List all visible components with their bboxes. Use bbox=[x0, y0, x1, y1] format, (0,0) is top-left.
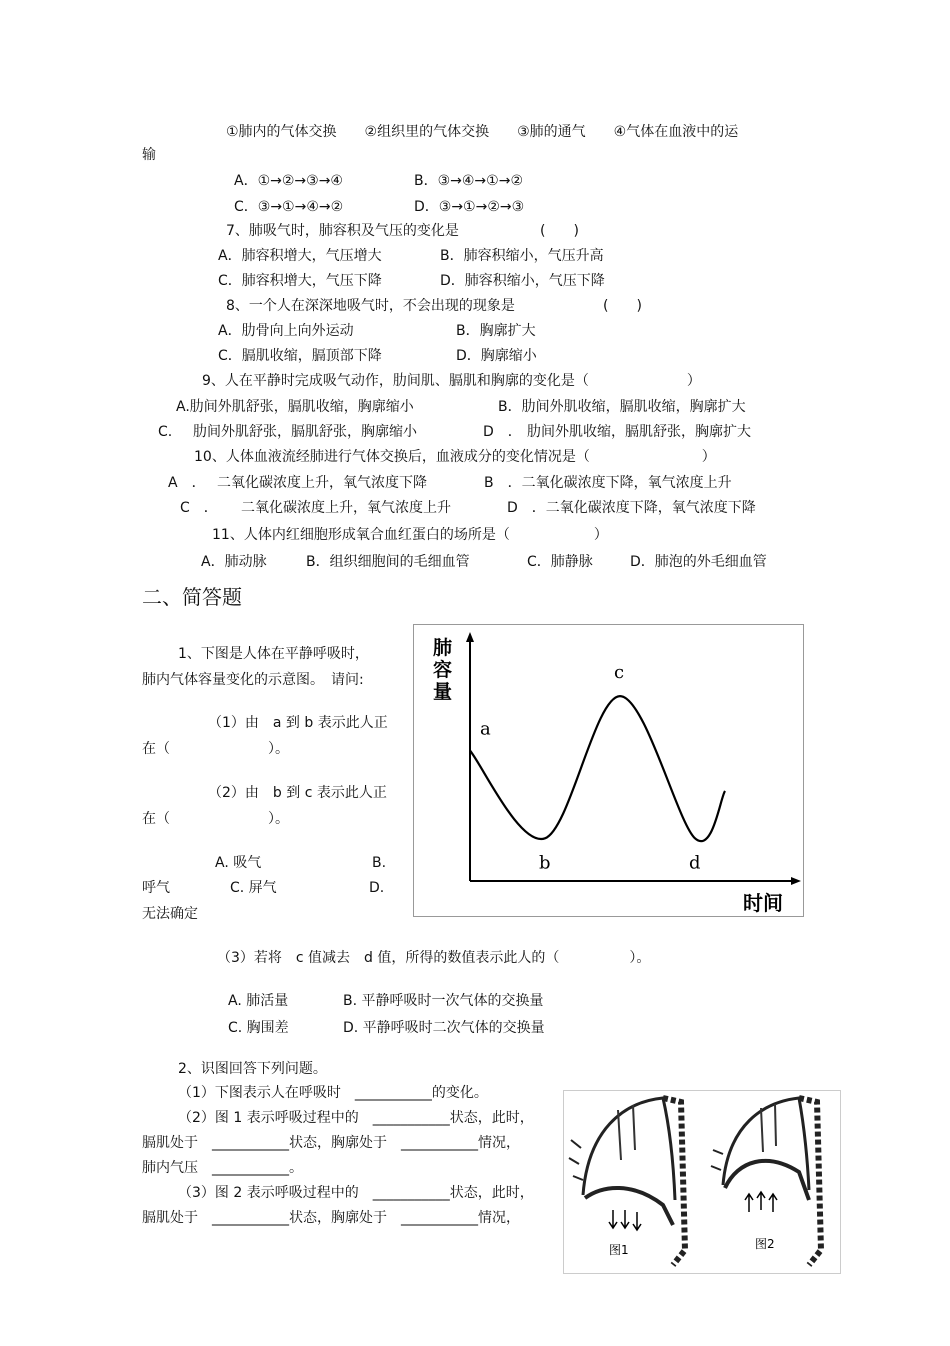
q8-opt-c: C．膈肌收缩，膈顶部下降 bbox=[218, 348, 382, 364]
y-axis-label-char: 容 bbox=[433, 659, 453, 681]
sa1-p2-a: （2）由 b 到 c 表示此人正 bbox=[208, 785, 387, 801]
q7-stem: 7、肺吸气时，肺容积及气压的变化是 bbox=[226, 223, 459, 239]
sa1-opt-d: D. bbox=[369, 880, 385, 896]
x-axis-label: 时间 bbox=[743, 891, 783, 915]
sa1-p3-b: B. 平静呼吸时一次气体的交换量 bbox=[343, 993, 544, 1009]
q10-opt-a: 二氧化碳浓度上升，氧气浓度下降 bbox=[217, 475, 427, 491]
sa1-p3-d: D. 平静呼吸时二次气体的交换量 bbox=[343, 1020, 545, 1036]
q10-opt-c: 二氧化碳浓度上升，氧气浓度上升 bbox=[241, 500, 451, 516]
sa1-opt-d2: 无法确定 bbox=[142, 906, 198, 922]
q9-opt-c-label: C. bbox=[158, 424, 173, 440]
q9-stem: 9、人在平静时完成吸气动作，肋间肌、膈肌和胸廓的变化是（ ） bbox=[202, 373, 701, 389]
sa2-p3-a: （3）图 2 表示呼吸过程中的 ___________状态，此时， bbox=[178, 1185, 534, 1201]
q8-opt-d: D．胸廓缩小 bbox=[456, 348, 537, 364]
q-prev-opt-b: B．③→④→①→② bbox=[414, 173, 523, 189]
q10-opt-a-label: A ． bbox=[168, 475, 206, 491]
point-label-b: b bbox=[539, 852, 551, 874]
q10-opt-b: B ．二氧化碳浓度下降，氧气浓度上升 bbox=[484, 475, 732, 491]
q11-stem: 11、人体内红细胞形成氧合血红蛋白的场所是（ ） bbox=[212, 527, 608, 543]
q11-opt-a: A．肺动脉 bbox=[201, 554, 267, 570]
q-prev-items-cont: 输 bbox=[142, 147, 156, 163]
sa2-p2-a: （2）图 1 表示呼吸过程中的 ___________状态，此时， bbox=[178, 1110, 534, 1126]
q7-opt-d: D．肺容积缩小，气压下降 bbox=[440, 273, 605, 289]
y-axis-label-char: 量 bbox=[433, 681, 453, 703]
sa1-p1-a: （1）由 a 到 b 表示此人正 bbox=[208, 715, 388, 731]
sa1-stem-2: 肺内气体容量变化的示意图。 请问: bbox=[142, 672, 364, 688]
sa1-opt-b: B. bbox=[372, 855, 387, 871]
q8-paren: ( ) bbox=[603, 298, 642, 314]
section-title: 二、简答题 bbox=[142, 585, 242, 609]
fig2-label: 图2 bbox=[755, 1237, 775, 1251]
sa2-p2-b: 膈肌处于 ___________状态，胸廓处于 ___________情况， bbox=[142, 1135, 520, 1151]
sa1-p3-c: C. 胸围差 bbox=[228, 1020, 289, 1036]
q7-paren: ( ) bbox=[540, 223, 579, 239]
point-label-d: d bbox=[689, 852, 701, 874]
q8-stem: 8、一个人在深深地吸气时，不会出现的现象是 bbox=[226, 298, 515, 314]
sa2-p2-c: 肺内气压 ___________。 bbox=[142, 1160, 303, 1176]
q-prev-opt-c: C．③→①→④→② bbox=[234, 199, 344, 215]
sa1-p2-b: 在（ ）。 bbox=[142, 811, 289, 827]
q10-opt-d: D ．二氧化碳浓度下降，氧气浓度下降 bbox=[507, 500, 756, 516]
q9-opt-c: 肋间外肌舒张，膈肌舒张，胸廓缩小 bbox=[193, 424, 417, 440]
q10-stem: 10、人体血液流经肺进行气体交换后，血液成分的变化情况是（ ） bbox=[194, 449, 716, 465]
sa2-stem: 2、识图回答下列问题。 bbox=[178, 1061, 327, 1077]
q10-opt-c-label: C ． bbox=[180, 500, 218, 516]
sa1-opt-b2: 呼气 bbox=[142, 880, 170, 896]
diagram-frame bbox=[564, 1091, 841, 1274]
lung-volume-chart bbox=[413, 624, 805, 918]
q-prev-opt-d: D．③→①→②→③ bbox=[414, 199, 525, 215]
q9-opt-a: A.肋间外肌舒张，膈肌收缩，胸廓缩小 bbox=[176, 399, 414, 415]
sa1-opt-a: A. 吸气 bbox=[215, 855, 262, 871]
sa1-stem-1: 1、下图是人体在平静呼吸时， bbox=[178, 646, 369, 662]
breathing-diagram bbox=[563, 1090, 841, 1274]
q11-opt-b: B．组织细胞间的毛细血管 bbox=[306, 554, 470, 570]
sa2-p3-b: 膈肌处于 ___________状态，胸廓处于 ___________情况， bbox=[142, 1210, 520, 1226]
q9-opt-b: B．肋间外肌收缩，膈肌收缩，胸廓扩大 bbox=[498, 399, 746, 415]
q7-opt-c: C．肺容积增大，气压下降 bbox=[218, 273, 382, 289]
point-label-c: c bbox=[614, 662, 625, 684]
q9-opt-d-label: D ． bbox=[483, 424, 522, 440]
q-prev-opt-a: A．①→②→③→④ bbox=[234, 173, 343, 189]
sa1-p1-b: 在（ ）。 bbox=[142, 741, 289, 757]
sa2-p1: （1）下图表示人在呼吸时 ___________的变化。 bbox=[178, 1085, 488, 1101]
q7-opt-b: B．肺容积缩小，气压升高 bbox=[440, 248, 604, 264]
q-prev-items: ①肺内的气体交换 ②组织里的气体交换 ③肺的通气 ④气体在血液中的运 bbox=[226, 124, 739, 140]
q8-opt-a: A．肋骨向上向外运动 bbox=[218, 323, 354, 339]
q11-opt-d: D．肺泡的外毛细血管 bbox=[630, 554, 767, 570]
sa1-p3-a: A. 肺活量 bbox=[228, 993, 289, 1009]
q9-opt-d: 肋间外肌收缩，膈肌舒张，胸廓扩大 bbox=[527, 424, 751, 440]
y-axis-label-char: 肺 bbox=[433, 637, 453, 659]
sa1-p3: （3）若将 c 值减去 d 值，所得的数值表示此人的（ ）。 bbox=[217, 950, 651, 966]
sa1-opt-c: C. 屏气 bbox=[230, 880, 277, 896]
q7-opt-a: A．肺容积增大，气压增大 bbox=[218, 248, 382, 264]
chart-frame bbox=[414, 625, 804, 917]
fig1-label: 图1 bbox=[609, 1243, 629, 1257]
q8-opt-b: B．胸廓扩大 bbox=[456, 323, 536, 339]
y-axis-label bbox=[433, 636, 452, 703]
point-label-a: a bbox=[480, 718, 491, 740]
q11-opt-c: C．肺静脉 bbox=[527, 554, 593, 570]
